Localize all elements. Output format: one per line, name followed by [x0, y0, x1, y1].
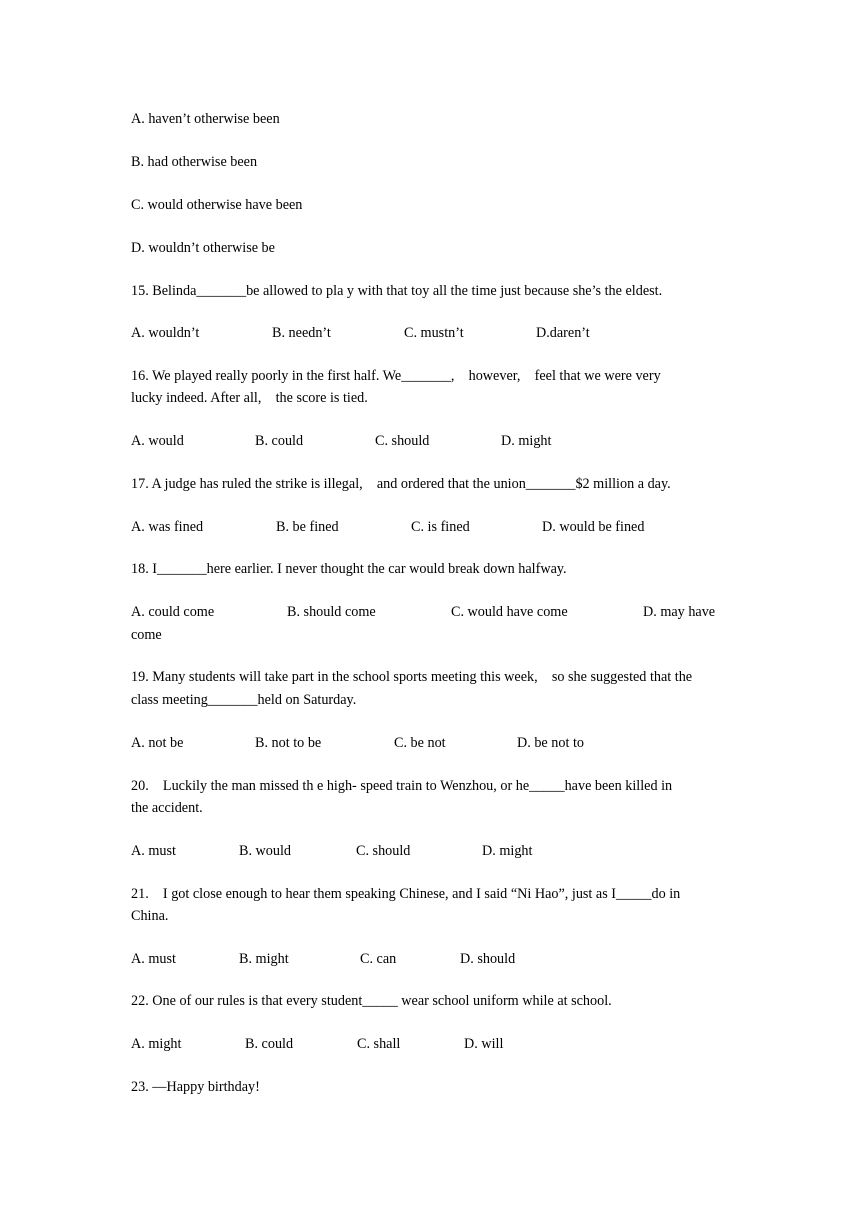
question-16-stem-line2: lucky indeed. After all, the score is tied.: [131, 390, 368, 406]
question-19-stem-line2: class meeting_______held on Saturday.: [131, 692, 357, 708]
question-17-option-d: D. would be fined: [542, 519, 645, 535]
question-16-option-a: A. would: [131, 433, 184, 449]
question-21-option-b: B. might: [239, 951, 289, 967]
question-17-option-c: C. is fined: [411, 519, 470, 535]
question-19-option-c: C. be not: [394, 735, 446, 751]
question-21-option-a: A. must: [131, 951, 176, 967]
question-18-option-a: A. could come: [131, 604, 215, 620]
question-18-option-b: B. should come: [287, 604, 376, 620]
question-20-stem-line1: 20. Luckily the man missed th e high- speed train to Wenzhou, or he_____have been killed in: [131, 778, 673, 794]
question-17-option-a: A. was fined: [131, 519, 204, 535]
question-18-option-c: C. would have come: [451, 604, 568, 620]
question-18-option-wrap: come: [131, 627, 162, 643]
question-22-option-a: A. might: [131, 1036, 182, 1052]
question-21-stem-line2: China.: [131, 908, 169, 924]
question-15-option-a: A. wouldn’t: [131, 325, 200, 341]
question-20-option-d: D. might: [482, 843, 533, 859]
question-22-option-c: C. shall: [357, 1036, 401, 1052]
question-20-option-b: B. would: [239, 843, 292, 859]
question-20-stem-line2: the accident.: [131, 800, 203, 816]
question-17-stem: 17. A judge has ruled the strike is illegal, and ordered that the union_______$2 million a day.: [131, 476, 671, 492]
question-20-option-c: C. should: [356, 843, 411, 859]
question-18-option-d: D. may have: [643, 604, 716, 620]
question-17-option-b: B. be fined: [276, 519, 339, 535]
question-15-option-d: D.daren’t: [536, 325, 590, 341]
question-16-option-c: C. should: [375, 433, 430, 449]
question-22-option-d: D. will: [464, 1036, 504, 1052]
option-line: B. had otherwise been: [131, 154, 258, 170]
question-15-option-c: C. mustn’t: [404, 325, 464, 341]
question-16-option-d: D. might: [501, 433, 552, 449]
option-line: A. haven’t otherwise been: [131, 111, 280, 127]
question-18-stem: 18. I_______here earlier. I never thought the car would break down halfway.: [131, 561, 567, 577]
question-20-option-a: A. must: [131, 843, 176, 859]
question-19-option-d: D. be not to: [517, 735, 584, 751]
question-15-stem: 15. Belinda_______be allowed to pla y with that toy all the time just because she’s the eldest.: [131, 283, 663, 299]
question-23-stem: 23. —Happy birthday!: [131, 1079, 260, 1095]
question-21-option-c: C. can: [360, 951, 397, 967]
question-19-stem-line1: 19. Many students will take part in the school sports meeting this week, so she suggested that the: [131, 669, 693, 685]
question-19-option-b: B. not to be: [255, 735, 322, 751]
question-19-option-a: A. not be: [131, 735, 184, 751]
option-line: C. would otherwise have been: [131, 197, 303, 213]
question-15-option-b: B. needn’t: [272, 325, 331, 341]
question-22-option-b: B. could: [245, 1036, 294, 1052]
question-21-stem-line1: 21. I got close enough to hear them speaking Chinese, and I said “Ni Hao”, just as I_____do in: [131, 886, 681, 902]
question-22-stem: 22. One of our rules is that every student_____ wear school uniform while at school.: [131, 993, 612, 1009]
option-line: D. wouldn’t otherwise be: [131, 240, 275, 256]
question-16-option-b: B. could: [255, 433, 304, 449]
question-21-option-d: D. should: [460, 951, 516, 967]
question-16-stem-line1: 16. We played really poorly in the first half. We_______, however, feel that we were very: [131, 368, 661, 384]
